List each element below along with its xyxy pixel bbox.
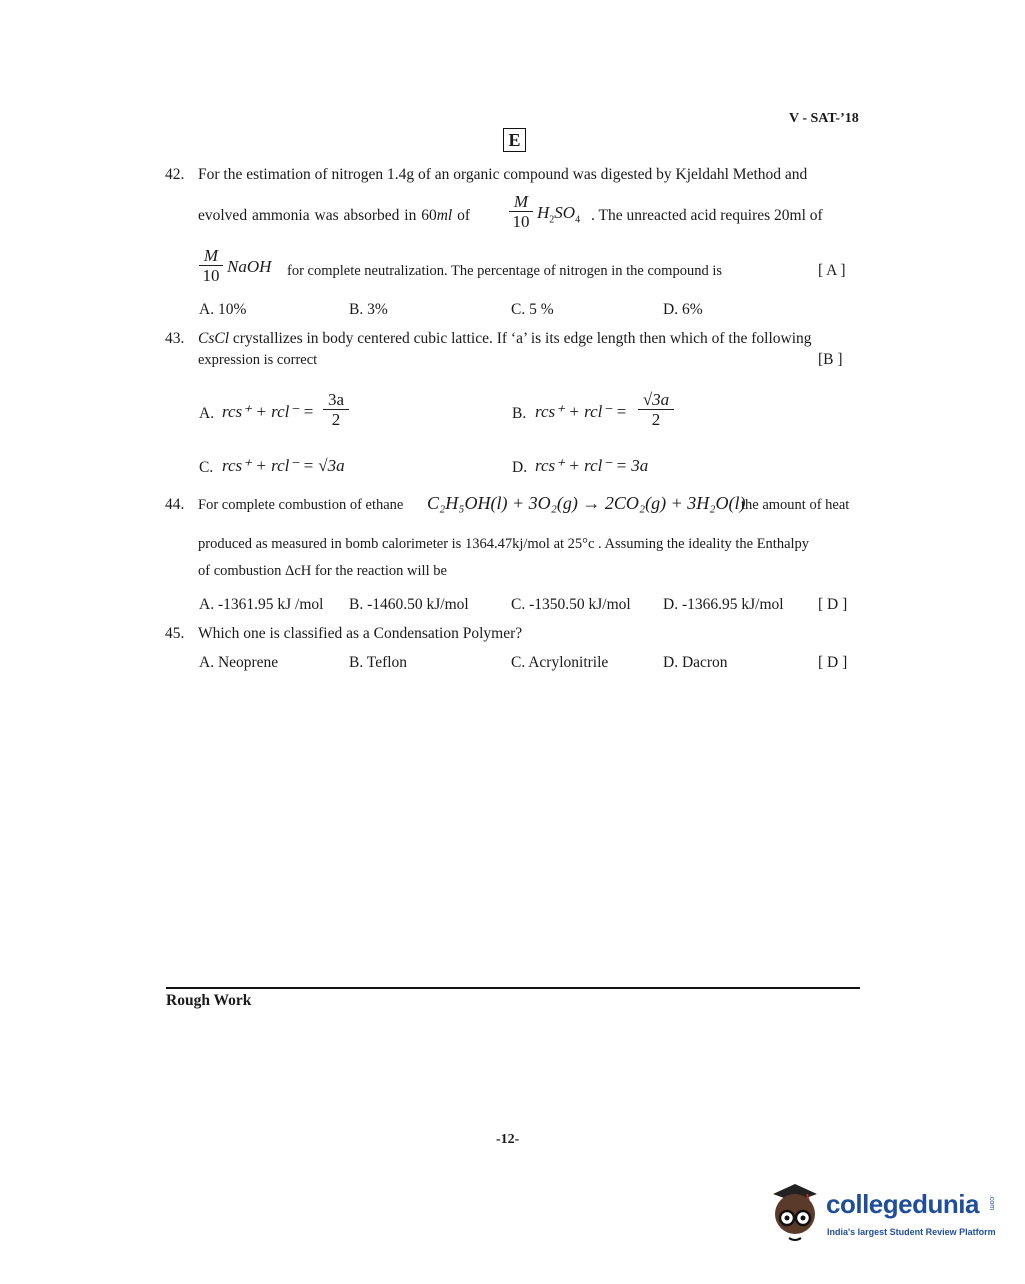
exam-code: V - SAT-’18: [789, 111, 859, 126]
q44-line3: of combustion ΔcH for the reaction will be: [198, 563, 447, 579]
q42-number: 42.: [165, 166, 185, 183]
collegedunia-mascot-icon: [765, 1180, 825, 1245]
q42-line2-a: evolved ammonia was absorbed in 60ml of: [198, 207, 471, 224]
q44-option-b: B. -1460.50 kJ/mol: [349, 596, 469, 613]
q43-optA-fraction: 3a 2: [323, 390, 349, 429]
q44-option-d: D. -1366.95 kJ/mol: [663, 596, 784, 613]
q42-option-a: A. 10%: [199, 301, 247, 318]
q42-line2-b: . The unreacted acid requires 20ml of: [591, 207, 823, 224]
q45-answer: [ D ]: [818, 654, 848, 671]
q42-option-b: B. 3%: [349, 301, 388, 318]
q43-optD-expr: rcs⁺ + rcl⁻ = 3a: [535, 456, 649, 475]
q43-line2: expression is correct: [198, 352, 318, 368]
q45-option-c: C. Acrylonitrile: [511, 654, 609, 671]
q45-option-a: A. Neoprene: [199, 654, 279, 671]
rough-work-label: Rough Work: [166, 992, 252, 1009]
q45-number: 45.: [165, 625, 185, 642]
q42-fraction-m-over-10: M 10: [509, 192, 533, 231]
q43-answer: [B ]: [818, 351, 843, 368]
q42-naoh: NaOH: [227, 257, 272, 276]
q43-line1: CsCl crystallizes in body centered cubic lattice. If ‘a’ is its edge length then which of the following: [198, 330, 812, 347]
q43-optC-expr: rcs⁺ + rcl⁻ = √3a: [222, 456, 345, 475]
q44-equation: C₂H₅OH(l) + 3O₂(g) → 2CO₂(g) + 3H₂O(l): [427, 493, 746, 513]
q45-line1: Which one is classified as a Condensation Polymer?: [198, 625, 523, 642]
q45-option-d: D. Dacron: [663, 654, 728, 671]
q43-optD-label: D.: [512, 459, 528, 476]
rough-work-divider: [166, 987, 860, 989]
page-number: -12-: [496, 1132, 520, 1147]
q43-optB-lhs: rcs⁺ + rcl⁻ =: [535, 402, 628, 421]
collegedunia-logo-text: collegedunia: [826, 1189, 979, 1219]
set-letter-box: E: [503, 128, 526, 152]
q44-line1-b: the amount of heat: [741, 497, 850, 513]
q42-fraction2-m-over-10: M 10: [199, 246, 223, 285]
q42-option-c: C. 5 %: [511, 301, 554, 318]
q44-option-a: A. -1361.95 kJ /mol: [199, 596, 324, 613]
q43-number: 43.: [165, 330, 185, 347]
q44-answer: [ D ]: [818, 596, 848, 613]
q42-h2so4: $H_2SO_4$: [537, 203, 581, 226]
q44-number: 44.: [165, 496, 185, 513]
q42-answer: [ A ]: [818, 262, 846, 279]
q43-optA-lhs: rcs⁺ + rcl⁻ =: [222, 402, 315, 421]
q43-optC-label: C.: [199, 459, 214, 476]
collegedunia-logo-suffix: .com: [988, 1194, 996, 1211]
q42-option-d: D. 6%: [663, 301, 703, 318]
q44-line1-a: For complete combustion of ethane: [198, 497, 404, 513]
q42-line3: for complete neutralization. The percentage of nitrogen in the compound is: [287, 263, 722, 279]
q45-option-b: B. Teflon: [349, 654, 408, 671]
q43-optB-label: B.: [512, 405, 527, 422]
q43-optB-fraction: √3a 2: [638, 390, 674, 429]
collegedunia-tagline: India's largest Student Review Platform: [827, 1227, 996, 1237]
q42-line1: For the estimation of nitrogen 1.4g of an organic compound was digested by Kjeldahl Method and: [198, 166, 808, 183]
q43-optA-label: A.: [199, 405, 215, 422]
q44-option-c: C. -1350.50 kJ/mol: [511, 596, 631, 613]
q44-line2: produced as measured in bomb calorimeter is 1364.47kj/mol at 25°c . Assuming the ideality the Enthalpy: [198, 536, 810, 552]
